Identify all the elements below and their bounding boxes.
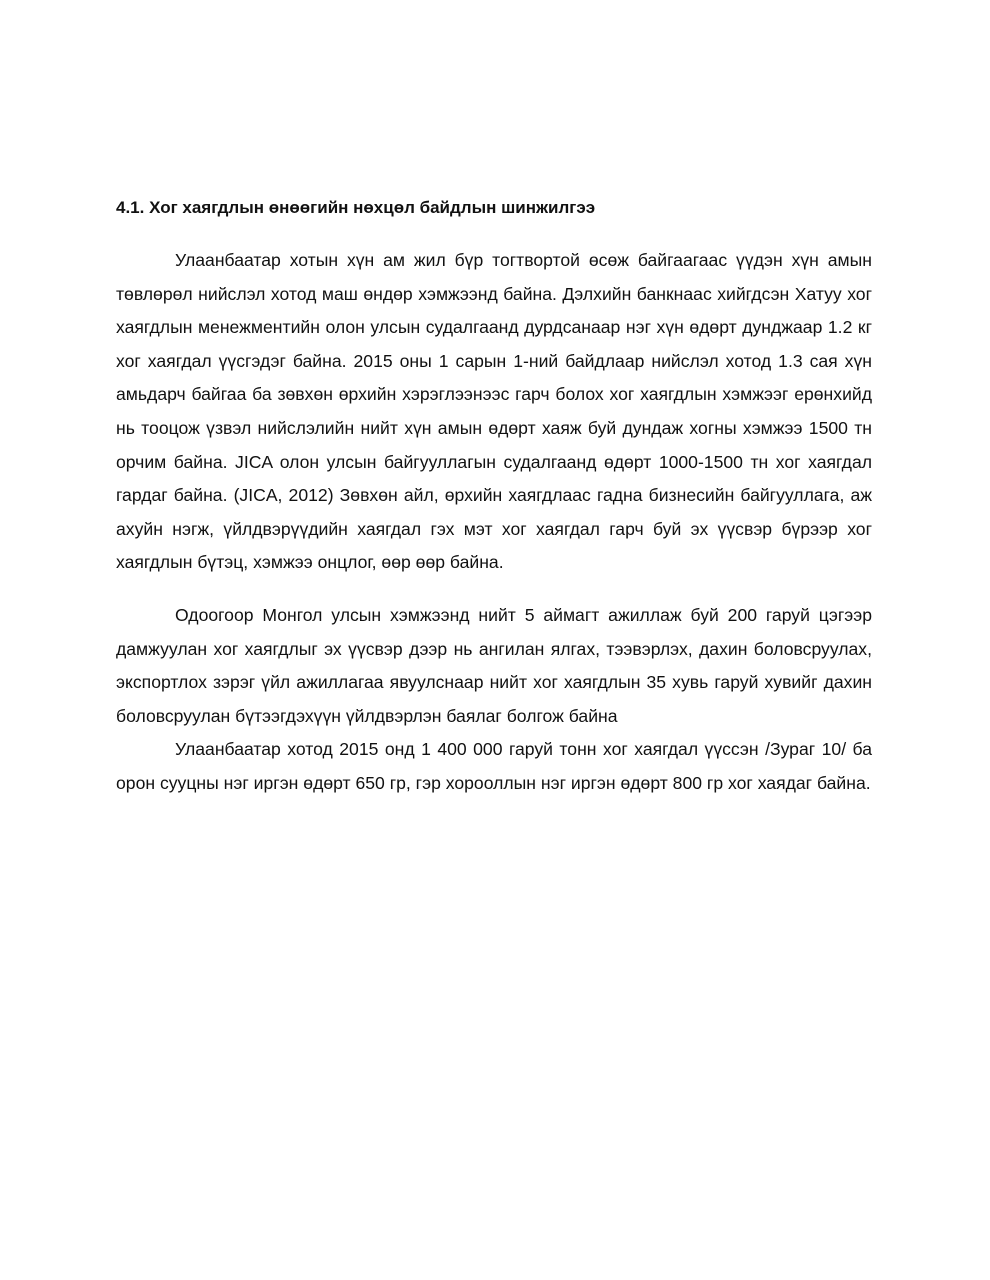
paragraph-3: Улаанбаатар хотод 2015 онд 1 400 000 гаруй тонн хог хаягдал үүссэн /Зураг 10/ ба орон сууцны нэг иргэн өдөрт 650 гр, гэр хорооллын нэг иргэн өдөрт 800 гр хог хаядаг байна.: [116, 739, 872, 793]
paragraph-1: Улаанбаатар хотын хүн ам жил бүр тогтвортой өсөж байгаагаас үүдэн хүн амын төвлөрөл нийслэл хотод маш өндөр хэмжээнд байна. Дэлхийн банкнаас хийгдсэн Хатуу хог хаягдлын менежментийн олон улсын судалгаанд дурдсанаар нэг хүн өдөрт дунджаар 1.2 кг хог хаягдал үүсгэдэг байна. 2015 оны 1 сарын 1-ний байдлаар нийслэл хотод 1.3 сая хүн амьдарч байгаа ба зөвхөн өрхийн хэрэглээнээс гарч болох хог хаягдлын хэмжээг ерөнхийд нь тооцож үзвэл нийслэлийн нийт хүн амын өдөрт хаяж буй дундаж хогны хэмжээ 1500 тн орчим байна. JICA олон улсын байгууллагын судалгаанд өдөрт 1000-1500 тн хог хаягдал гардаг байна. (JICA, 2012) Зөвхөн айл, өрхийн хаягдлаас гадна бизнесийн байгууллага, аж ахуйн нэгж, үйлдвэрүүдийн хаягдал гэх мэт хог хаягдал гарч буй эх үүсвэр бүрээр хог хаягдлын бүтэц, хэмжээ онцлог, өөр өөр байна.: [116, 250, 872, 573]
document-body: [116, 196, 872, 801]
paragraph-2: Одоогоор Монгол улсын хэмжээнд нийт 5 аймагт ажиллаж буй 200 гаруй цэгээр дамжуулан хог хаягдлыг эх үүсвэр дээр нь ангилан ялгах, тээвэрлэх, дахин боловсруулах, экспортлох зэрэг үйл ажиллагаа явуулснаар нийт хог хаягдлын 35 хувь гаруй хувийг дахин боловсруулан бүтээгдэхүүн үйлдвэрлэн баялаг болгож байна: [116, 604, 872, 726]
section-heading: 4.1. Хог хаягдлын өнөөгийн нөхцөл байдлын шинжилгээ: [116, 198, 596, 217]
